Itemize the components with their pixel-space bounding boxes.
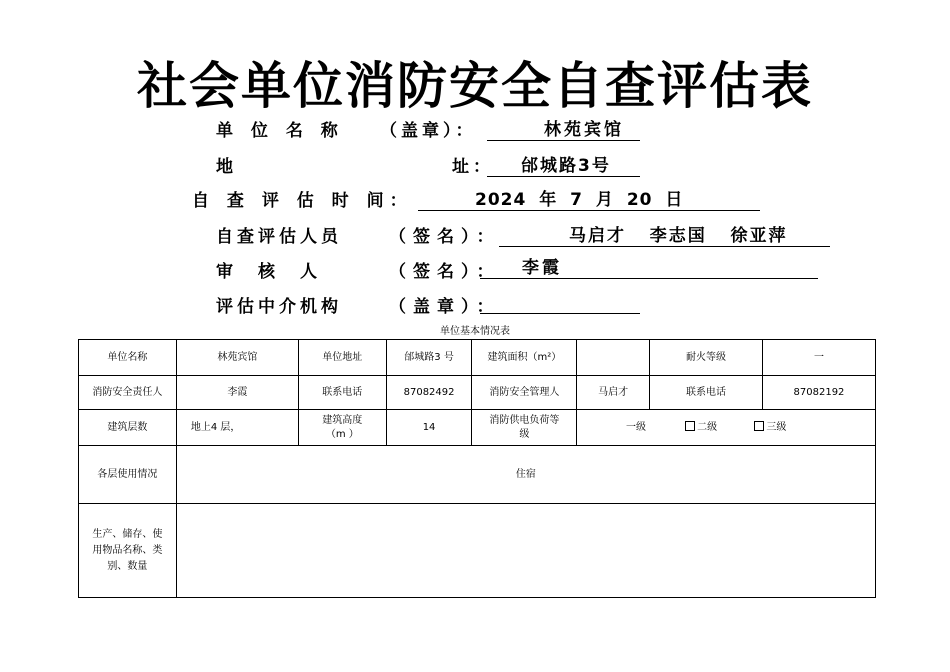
fire-rating-cell[interactable]: 一 bbox=[762, 340, 875, 376]
cell-label-line: 建筑高度 bbox=[322, 414, 363, 426]
document-title: 社会单位消防安全自查评估表 bbox=[137, 56, 813, 115]
cell-label: 建筑层数 bbox=[79, 410, 177, 446]
assessor-value: 马启才 李志国 徐亚萍 bbox=[569, 226, 788, 246]
agency-label: 评估中介机构 bbox=[216, 297, 342, 317]
unit-name-cell[interactable]: 林苑宾馆 bbox=[176, 340, 298, 376]
option-label: 三级 bbox=[766, 421, 787, 433]
assessor-field[interactable] bbox=[499, 225, 830, 247]
agency-field[interactable] bbox=[480, 292, 640, 314]
table-row bbox=[79, 376, 876, 410]
cell-label: 耐火等级 bbox=[649, 340, 762, 376]
fire-safety-manager-cell[interactable]: 马启才 bbox=[577, 376, 650, 410]
address-label-start: 地 bbox=[216, 157, 233, 177]
cell-label: 各层使用情况 bbox=[79, 446, 177, 504]
option-label: 二级 bbox=[697, 421, 718, 433]
option-level-3[interactable] bbox=[754, 421, 786, 435]
floor-count-cell[interactable]: 地上4 层， bbox=[176, 410, 298, 446]
reviewer-label: 审 核 人 bbox=[216, 262, 321, 282]
option-level-2[interactable] bbox=[685, 421, 717, 435]
cell-label-line: 生产、储存、使 bbox=[92, 528, 163, 540]
fire-safety-responsible-cell[interactable]: 李霞 bbox=[176, 376, 298, 410]
checkbox-icon[interactable] bbox=[754, 421, 764, 431]
phone-cell[interactable]: 87082192 bbox=[762, 376, 875, 410]
table-row bbox=[79, 340, 876, 376]
option-level-1[interactable]: 一级 bbox=[625, 421, 646, 433]
cell-label: 建筑面积（m²） bbox=[472, 340, 577, 376]
cell-label-line: 消防供电负荷等 bbox=[489, 414, 560, 426]
reviewer-field[interactable] bbox=[480, 257, 818, 279]
cell-label: 联系电话 bbox=[649, 376, 762, 410]
materials-cell[interactable] bbox=[176, 504, 875, 598]
sign-label: （签名）： bbox=[389, 227, 501, 247]
cell-label: 联系电话 bbox=[298, 376, 386, 410]
address-label-end: 址： bbox=[452, 157, 494, 177]
reviewer-value: 李霞 bbox=[522, 258, 562, 278]
cell-label-line: 级 bbox=[519, 428, 530, 440]
cell-label bbox=[79, 504, 177, 598]
assessment-time-value: 2024 年 7 月 20 日 bbox=[475, 190, 684, 210]
unit-address-cell[interactable]: 邰城路3 号 bbox=[386, 340, 472, 376]
sign-label: （签名）： bbox=[389, 262, 501, 282]
cell-label: 消防安全责任人 bbox=[79, 376, 177, 410]
unit-basic-info-table bbox=[78, 339, 876, 598]
checkbox-icon[interactable] bbox=[685, 421, 695, 431]
assessment-time-field[interactable] bbox=[418, 189, 760, 211]
unit-name-field[interactable] bbox=[487, 119, 640, 141]
assessor-label: 自查评估人员 bbox=[216, 227, 342, 247]
cell-label: 单位地址 bbox=[298, 340, 386, 376]
table-row bbox=[79, 446, 876, 504]
building-height-cell[interactable]: 14 bbox=[386, 410, 472, 446]
address-value: 邰城路3号 bbox=[521, 156, 611, 176]
table-caption: 单位基本情况表 bbox=[440, 326, 510, 337]
cell-label-line: 用物品名称、类 bbox=[92, 544, 163, 556]
cell-label: 消防安全管理人 bbox=[472, 376, 577, 410]
unit-name-label: 单 位 名 称 bbox=[216, 121, 344, 141]
cell-label bbox=[298, 410, 386, 446]
cell-label-line: （m ） bbox=[325, 428, 359, 440]
cell-label: 单位名称 bbox=[79, 340, 177, 376]
table-row bbox=[79, 410, 876, 446]
power-load-options bbox=[577, 410, 876, 446]
assessment-time-label: 自 查 评 估 时 间： bbox=[192, 191, 413, 211]
table-row bbox=[79, 504, 876, 598]
unit-name-value: 林苑宾馆 bbox=[544, 120, 624, 140]
phone-cell[interactable]: 87082492 bbox=[386, 376, 472, 410]
address-field[interactable] bbox=[487, 155, 640, 177]
building-area-cell[interactable] bbox=[577, 340, 650, 376]
cell-label bbox=[472, 410, 577, 446]
cell-label-line: 别、数量 bbox=[107, 560, 148, 572]
floor-usage-cell[interactable]: 住宿 bbox=[176, 446, 875, 504]
seal-label: （盖章）： bbox=[389, 297, 501, 317]
seal-label: （盖章）： bbox=[380, 121, 477, 141]
